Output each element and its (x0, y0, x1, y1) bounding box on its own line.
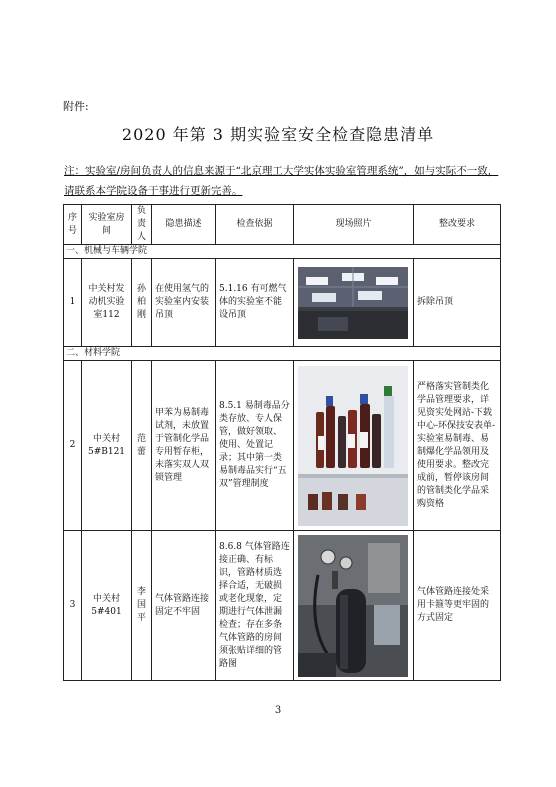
header-basis: 检查依据 (216, 205, 294, 245)
chemicals-cabinet-photo (298, 366, 409, 526)
section-header-row (64, 245, 501, 259)
row-photo-cell (294, 259, 414, 347)
header-photo: 现场照片 (294, 205, 414, 245)
row-room: 中关村5#401 (82, 531, 132, 681)
row-room: 中关村5#B121 (82, 361, 132, 531)
table-row (64, 531, 501, 681)
row-basis: 5.1.16 有可燃气体的实验室不能设吊顶 (216, 259, 294, 347)
section-title: 一、机械与车辆学院 (64, 245, 501, 259)
row-no: 3 (64, 531, 82, 681)
row-fix: 拆除吊顶 (414, 259, 501, 347)
table-row (64, 259, 501, 347)
page-title: 2020 年第 3 期实验室安全检查隐患清单 (121, 125, 435, 144)
row-fix: 气体管路连接处采用卡箍等更牢固的方式固定 (414, 531, 501, 681)
gas-cylinder-photo (298, 535, 409, 677)
row-photo-cell (294, 531, 414, 681)
header-person: 负责人 (132, 205, 152, 245)
row-issue: 甲苯为易制毒试剂，未放置于管制化学品专用暂存柜，未落实双人双锁管理 (152, 361, 216, 531)
header-fix: 整改要求 (414, 205, 501, 245)
row-person: 孙柏刚 (132, 259, 152, 347)
row-no: 1 (64, 259, 82, 347)
row-fix: 严格落实管制类化学品管理要求，详见资实处网站-下载中心-环保技安表单-实验室易制毒、易制爆化学品领用及使用要求。整改完成前，暂停该房间的管制类化学品采购资格 (414, 361, 501, 531)
table-row (64, 361, 501, 531)
attachment-label: 附件: (63, 100, 89, 113)
header-issue: 隐患描述 (152, 205, 216, 245)
row-basis: 8.5.1 易制毒品分类存放、专人保管，做好领取、使用、处置记录；其中第一类易制毒品实行“五双”管理制度 (216, 361, 294, 531)
row-person: 范蕾 (132, 361, 152, 531)
section-title: 二、材料学院 (64, 347, 501, 361)
row-person: 李国平 (132, 531, 152, 681)
row-issue: 在使用氢气的实验室内安装吊顶 (152, 259, 216, 347)
row-photo-cell (294, 361, 414, 531)
page-number: 3 (274, 705, 282, 716)
hazard-table (63, 204, 501, 681)
row-basis: 8.6.8 气体管路连接正确、有标识，管路材质选择合适，无破损或老化现象，定期进行气体泄漏检查；存在多条气体管路的房间须张贴详细的管路图 (216, 531, 294, 681)
source-note: 注：实验室/房间负责人的信息来源于“北京理工大学实体实验室管理系统”，如与实际不一致，请联系本学院设备干事进行更新完善。 (64, 165, 499, 197)
row-issue: 气体管路连接固定不牢固 (152, 531, 216, 681)
header-room: 实验室房间 (82, 205, 132, 245)
row-room: 中关村发动机实验室112 (82, 259, 132, 347)
header-no: 序号 (64, 205, 82, 245)
section-header-row (64, 347, 501, 361)
ceiling-photo (298, 267, 409, 339)
row-no: 2 (64, 361, 82, 531)
table-header-row (64, 205, 501, 245)
